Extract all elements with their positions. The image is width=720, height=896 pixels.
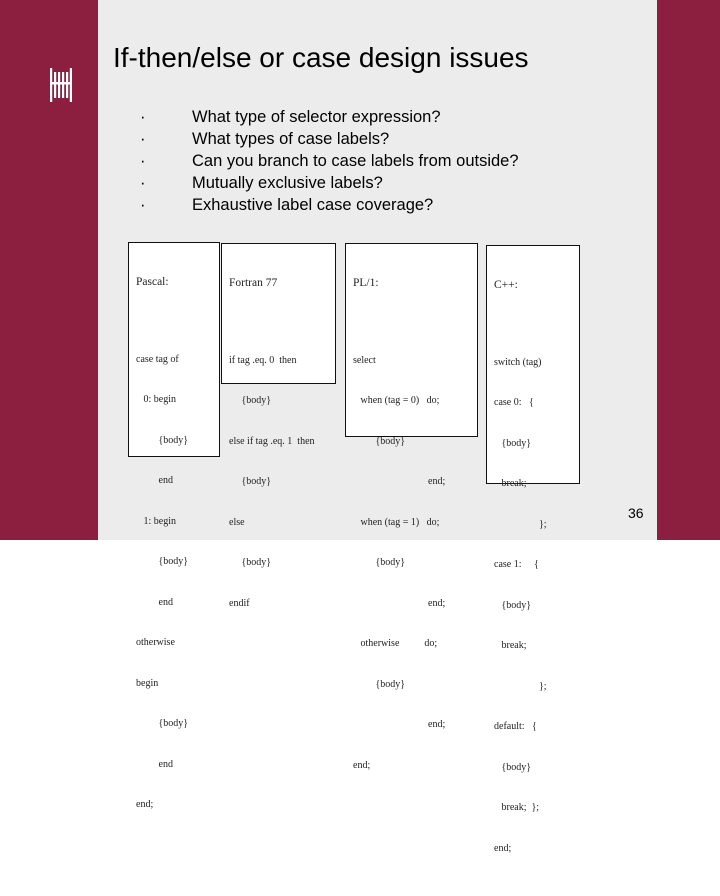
code-line: end <box>136 596 173 608</box>
code-panel-header: PL/1: <box>353 277 379 289</box>
bullet-marker: · <box>140 152 146 170</box>
code-line: else <box>229 516 245 528</box>
fortran-code-panel <box>221 243 336 609</box>
code-line: otherwise <box>136 637 175 648</box>
code-line: when (tag = 1) do; <box>353 516 440 528</box>
bullet-marker: · <box>140 174 146 192</box>
code-line: {body} <box>353 678 406 690</box>
university-logo-icon <box>50 68 72 102</box>
code-panel-body <box>229 327 328 638</box>
code-line: if tag .eq. 0 then <box>229 354 297 366</box>
slide-title: If-then/else or case design issues <box>113 42 529 73</box>
code-line: }; <box>494 680 547 692</box>
code-panel-body <box>494 329 572 883</box>
left-sidebar <box>0 0 98 540</box>
code-line: end <box>136 758 173 770</box>
code-line: 1: begin <box>136 515 176 527</box>
code-line: end; <box>353 597 446 609</box>
pascal-code-panel <box>128 242 220 810</box>
code-line: break; <box>494 640 527 651</box>
code-line: else if tag .eq. 1 then <box>229 435 315 447</box>
code-line: {body} <box>136 434 189 446</box>
code-line: end; <box>136 799 154 810</box>
code-line: break; <box>494 478 527 489</box>
code-line: endif <box>229 597 250 609</box>
cpp-code-panel <box>486 245 580 854</box>
code-line: case tag of <box>136 353 179 365</box>
code-panel-body <box>353 327 470 800</box>
code-line: {body} <box>353 435 406 447</box>
code-line: end; <box>353 719 446 730</box>
code-line: {body} <box>494 761 532 773</box>
code-line: default: { <box>494 721 537 732</box>
code-panel-header: Fortran 77 <box>229 277 278 289</box>
code-line: {body} <box>136 556 189 567</box>
code-line: {body} <box>494 437 532 449</box>
bullet-marker: · <box>140 130 146 148</box>
code-line: 0: begin <box>136 394 176 405</box>
code-line: {body} <box>136 718 189 729</box>
code-line: {body} <box>229 476 272 487</box>
code-line: case 1: { <box>494 559 539 570</box>
code-line: }; <box>494 518 547 530</box>
right-sidebar <box>657 0 720 540</box>
code-line: {body} <box>353 557 406 568</box>
code-panel-body <box>136 326 212 839</box>
bullet-marker: · <box>140 108 146 126</box>
code-panel-header: C++: <box>494 279 518 291</box>
code-line: end; <box>353 759 371 771</box>
code-line: begin <box>136 677 159 689</box>
slide-number: 36 <box>628 505 644 521</box>
bullet-marker: · <box>140 196 146 214</box>
code-line: {body} <box>229 395 272 406</box>
code-panel-header: Pascal: <box>136 276 169 288</box>
code-line: end; <box>494 842 512 854</box>
code-line: {body} <box>494 599 532 611</box>
code-line: break; }; <box>494 802 540 813</box>
code-line: end <box>136 475 173 486</box>
code-line: when (tag = 0) do; <box>353 395 440 406</box>
code-line: end; <box>353 476 446 487</box>
code-line: switch (tag) <box>494 356 542 368</box>
code-line: select <box>353 354 376 366</box>
pl1-code-panel <box>345 243 478 771</box>
code-line: {body} <box>229 557 272 568</box>
code-line: case 0: { <box>494 397 534 408</box>
code-line: otherwise do; <box>353 638 438 649</box>
